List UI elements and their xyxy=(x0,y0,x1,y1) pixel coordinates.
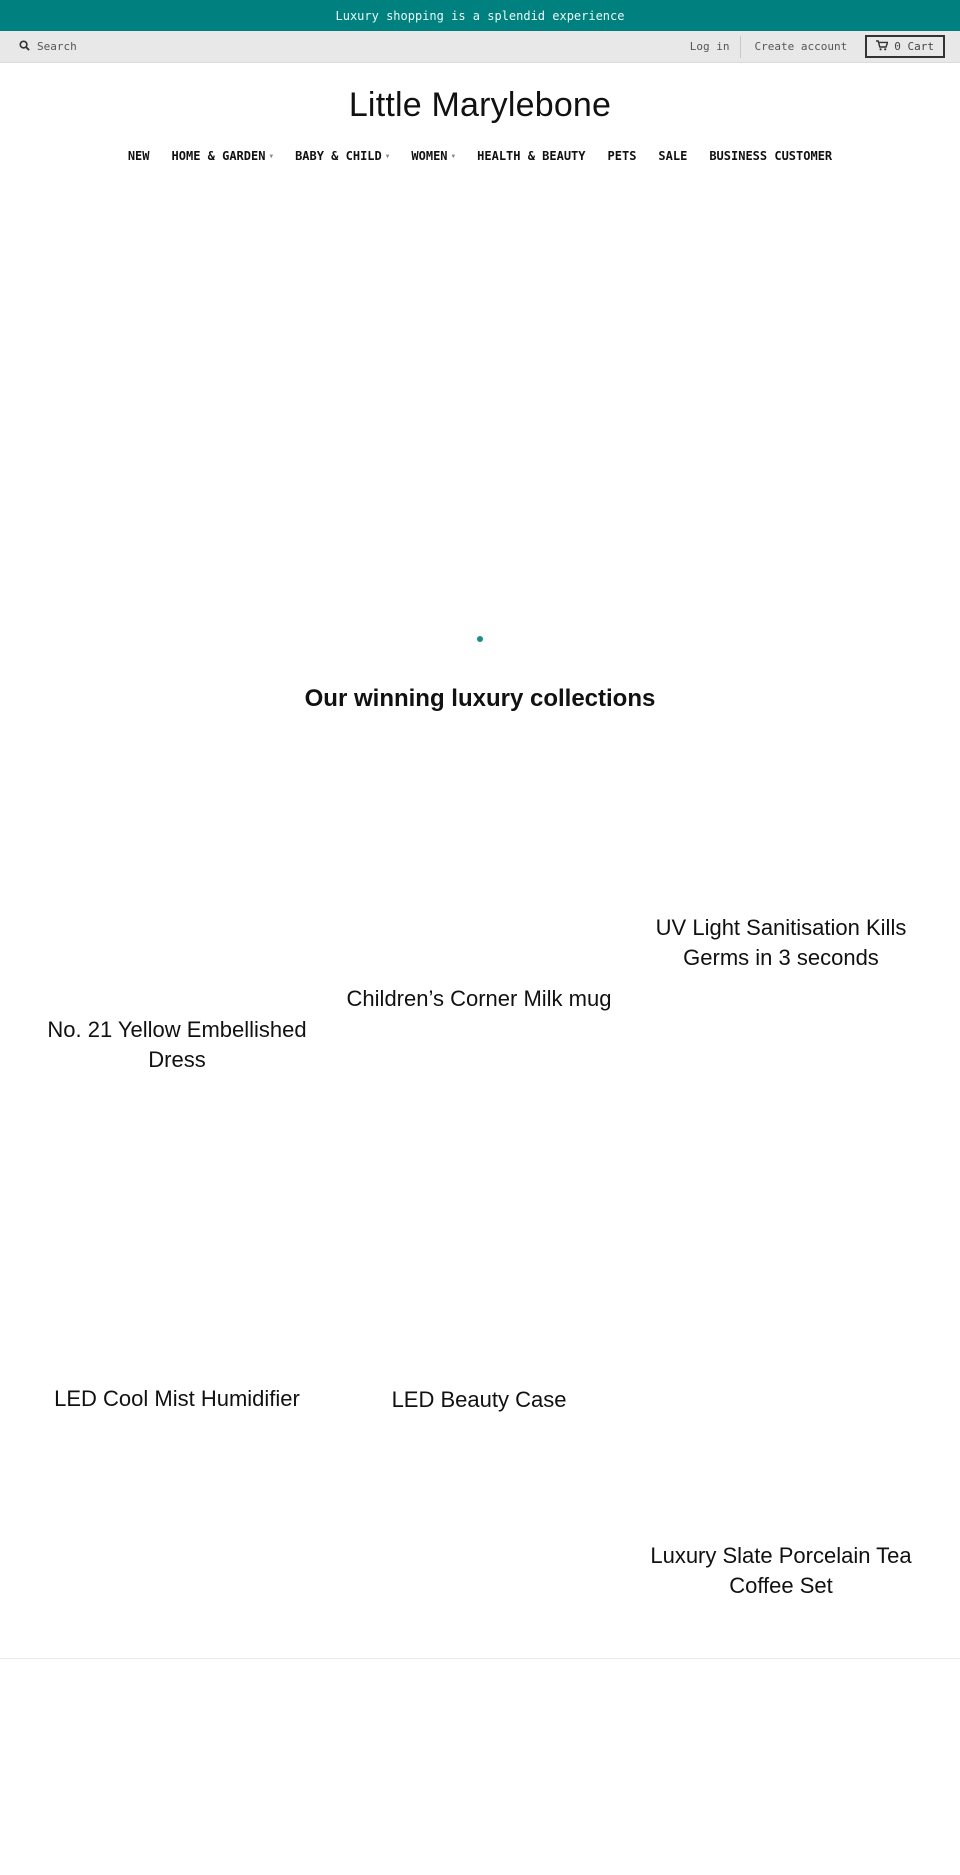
nav-item-new[interactable] xyxy=(117,149,161,163)
search-icon xyxy=(19,40,30,54)
nav-item-sale[interactable] xyxy=(647,149,698,163)
collection-item[interactable]: LED Cool Mist Humidifier xyxy=(54,1386,300,1411)
section-divider xyxy=(0,1658,960,1659)
collection-item[interactable]: LED Beauty Case xyxy=(391,1387,567,1412)
hero-slideshow[interactable] xyxy=(0,180,960,620)
nav-item-label: WOMEN xyxy=(411,149,448,163)
collection-item[interactable]: UV Light Sanitisation Kills Germs in 3 seconds xyxy=(655,915,907,970)
create-account-link[interactable]: Create account xyxy=(754,40,848,53)
cart-label: 0 Cart xyxy=(894,40,934,53)
nav-item-women[interactable] xyxy=(400,149,466,163)
nav-item-home-garden[interactable] xyxy=(161,149,285,163)
nav-item-pets[interactable] xyxy=(597,149,648,163)
utility-bar xyxy=(0,31,960,63)
login-link[interactable]: Log in xyxy=(690,36,741,58)
chevron-down-icon: ▼ xyxy=(451,152,456,160)
nav-item-label: HEALTH & BEAUTY xyxy=(477,149,586,163)
nav-item-baby-child[interactable] xyxy=(284,149,400,163)
cart-button[interactable] xyxy=(865,35,945,58)
nav-item-label: BABY & CHILD xyxy=(295,149,382,163)
nav-item-label: BUSINESS CUSTOMER xyxy=(709,149,833,163)
collection-item[interactable]: Luxury Slate Porcelain Tea Coffee Set xyxy=(650,1543,912,1598)
account-links xyxy=(690,31,960,62)
nav-item-health-beauty[interactable] xyxy=(466,149,596,163)
search-link[interactable] xyxy=(19,31,77,62)
nav-item-business-customer[interactable] xyxy=(698,149,843,163)
announcement-bar xyxy=(0,0,960,31)
collections-heading: Our winning luxury collections xyxy=(304,685,656,712)
chevron-down-icon: ▼ xyxy=(269,152,274,160)
nav-item-label: NEW xyxy=(127,149,150,163)
chevron-down-icon: ▼ xyxy=(385,152,390,160)
slideshow-dot[interactable] xyxy=(477,636,483,642)
cart-icon xyxy=(876,40,888,54)
announcement-text: Luxury shopping is a splendid experience xyxy=(335,8,625,23)
nav-item-label: HOME & GARDEN xyxy=(171,149,266,163)
site-title[interactable]: Little Marylebone xyxy=(348,86,612,124)
nav-item-label: PETS xyxy=(607,149,637,163)
collection-item[interactable]: Children’s Corner Milk mug xyxy=(346,986,612,1011)
search-label: Search xyxy=(37,40,77,53)
collection-item[interactable]: No. 21 Yellow Embellished Dress xyxy=(47,1017,307,1072)
nav-item-label: SALE xyxy=(658,149,688,163)
main-nav xyxy=(0,146,960,166)
